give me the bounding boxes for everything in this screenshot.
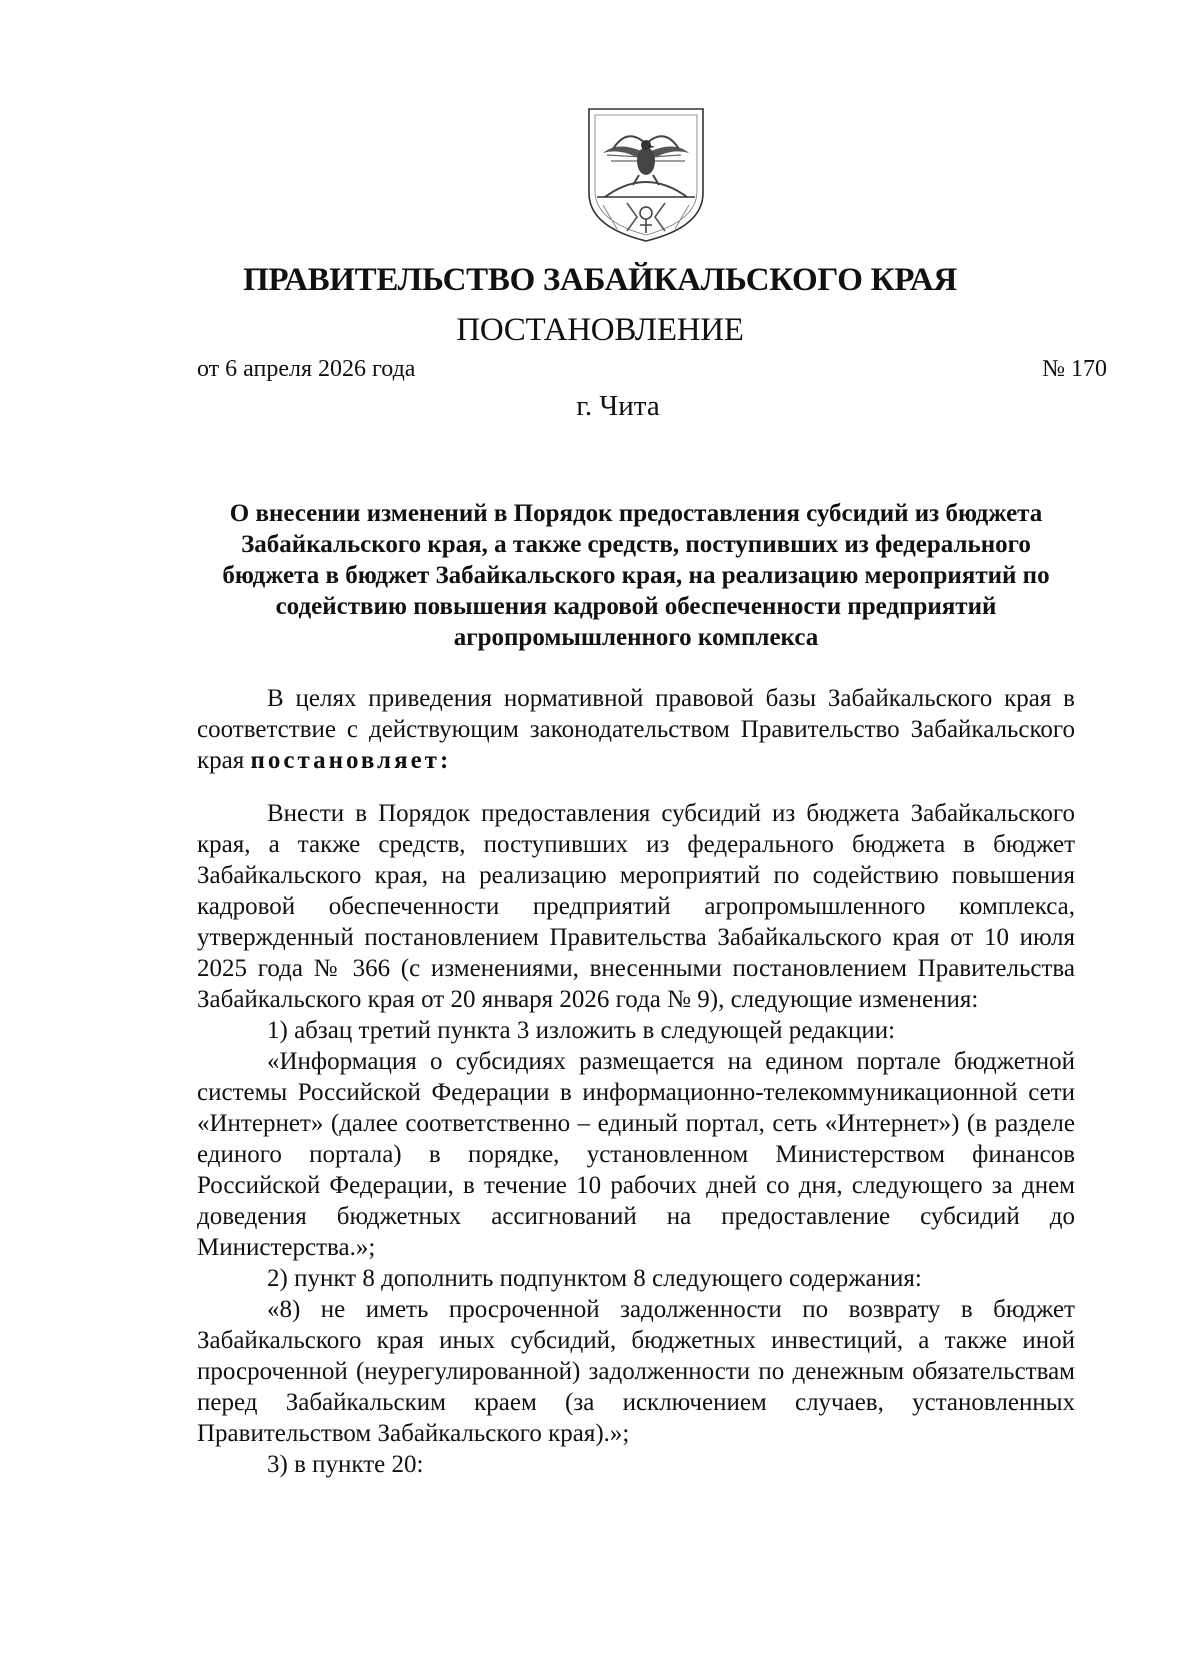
body-item-1: 1) абзац третий пункта 3 изложить в следующей редакции: (267, 1017, 896, 1044)
coat-of-arms-icon (583, 105, 709, 245)
preamble (197, 683, 1075, 776)
document-type: ПОСТАНОВЛЕНИЕ (456, 312, 744, 348)
decree-body (197, 798, 1075, 1480)
decree-date: от 6 апреля 2026 года (197, 356, 416, 382)
body-quote-1: «Информация о субсидиях размещается на едином портале бюджетной системы Российской Федерации в информационно-телекоммуникационной сети «Интернет» (далее соответственно – единый портал, сеть «Интернет») (в разделе единого портала) в порядке, установленном Министерством финансов Российской Федерации, в течение 10 рабочих дней со дня, следующего за днем доведения бюджетных ассигнований на предоставление субсидий до Министерства.»; (197, 1048, 1075, 1261)
decree-subject: О внесении изменений в Порядок предоставления субсидий из бюджета Забайкальского края, а также средств, поступивших из федерального бюджета в бюджет Забайкальского края, на реализацию мероприятий по содействию повышения кадровой обеспеченности предприятий агропромышленного комплекса (222, 500, 1050, 651)
decree-city: г. Чита (576, 390, 660, 422)
resolves-word: постановляет: (250, 747, 452, 774)
body-item-2: 2) пункт 8 дополнить подпунктом 8 следующего содержания: (267, 1265, 922, 1292)
decree-number: № 170 (1042, 356, 1107, 382)
body-paragraph-main: Внести в Порядок предоставления субсидий из бюджета Забайкальского края, а также средств, поступивших из федерального бюджета в бюджет Забайкальского края, на реализацию мероприятий по содействию повышения кадровой обеспеченности предприятий агропромышленного комплекса, утвержденный постановлением Правительства Забайкальского края от 10 июля 2025 года № 366 (с изменениями, внесенными постановлением Правительства Забайкальского края от 20 января 2026 года № 9), следующие изменения: (197, 800, 1075, 1013)
government-name: ПРАВИТЕЛЬСТВО ЗАБАЙКАЛЬСКОГО КРАЯ (243, 262, 957, 298)
preamble-text: В целях приведения нормативной правовой базы Забайкальского края в соответствие с действующим законодательством Правительство Забайкальского края (197, 685, 1075, 774)
preamble-paragraph (197, 683, 1075, 776)
body-item-3: 3) в пункте 20: (267, 1451, 424, 1478)
body-quote-2: «8) не иметь просроченной задолженности по возврату в бюджет Забайкальского края иных субсидий, бюджетных инвестиций, а также иной просроченной (неурегулированной) задолженности по денежным обязательствам перед Забайкальским краем (за исключением случаев, установленных Правительством Забайкальского края).»; (197, 1296, 1075, 1447)
